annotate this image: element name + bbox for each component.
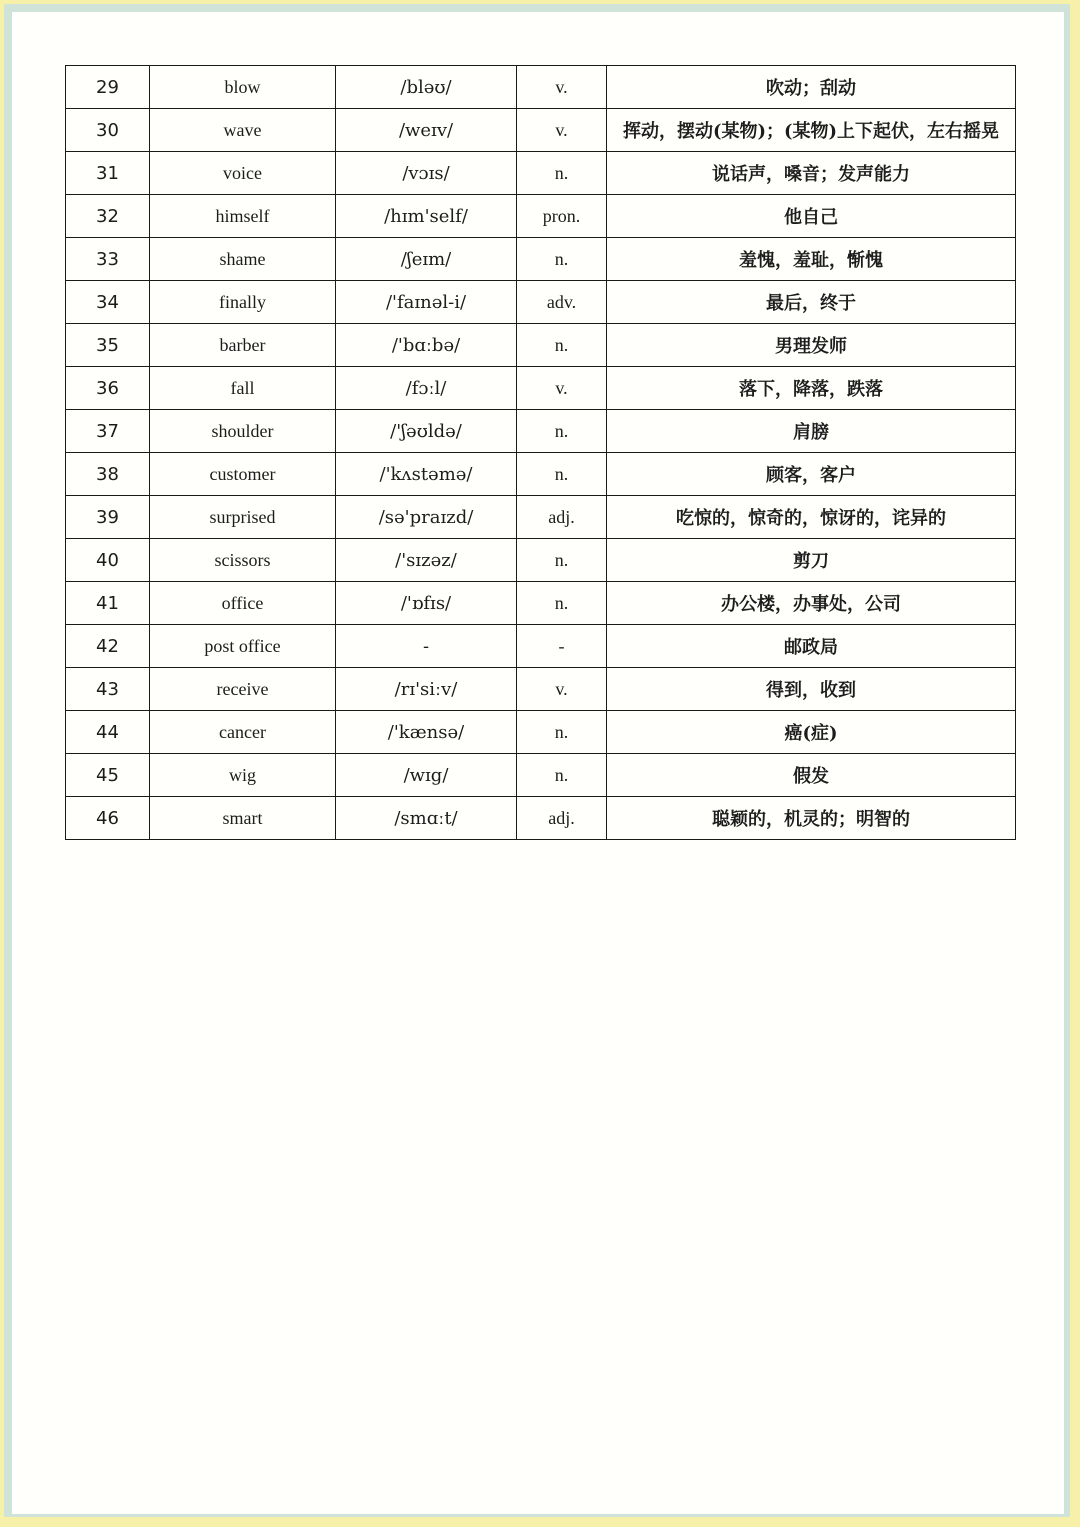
entry-part-of-speech: n. — [517, 539, 607, 582]
entry-meaning: 邮政局 — [607, 625, 1016, 668]
entry-word: scissors — [150, 539, 336, 582]
entry-meaning: 癌(症) — [607, 711, 1016, 754]
entry-word: smart — [150, 797, 336, 840]
entry-phonetic: /rɪ'siːv/ — [336, 668, 517, 711]
entry-meaning: 办公楼，办事处，公司 — [607, 582, 1016, 625]
entry-number: 31 — [66, 152, 150, 195]
entry-number: 38 — [66, 453, 150, 496]
entry-part-of-speech: n. — [517, 324, 607, 367]
entry-part-of-speech: n. — [517, 238, 607, 281]
entry-number: 34 — [66, 281, 150, 324]
entry-word: cancer — [150, 711, 336, 754]
table-row — [66, 238, 1016, 281]
entry-meaning: 最后，终于 — [607, 281, 1016, 324]
table-row — [66, 582, 1016, 625]
entry-number: 39 — [66, 496, 150, 539]
entry-phonetic: /'kʌstəmə/ — [336, 453, 517, 496]
entry-meaning: 吃惊的，惊奇的，惊讶的，诧异的 — [607, 496, 1016, 539]
entry-meaning: 男理发师 — [607, 324, 1016, 367]
entry-phonetic: /'sɪzəz/ — [336, 539, 517, 582]
entry-part-of-speech: n. — [517, 453, 607, 496]
entry-meaning: 落下，降落，跌落 — [607, 367, 1016, 410]
entry-phonetic: /'ʃəʊldə/ — [336, 410, 517, 453]
entry-word: customer — [150, 453, 336, 496]
entry-phonetic: /weɪv/ — [336, 109, 517, 152]
entry-meaning: 吹动；刮动 — [607, 66, 1016, 109]
entry-phonetic: /ʃeɪm/ — [336, 238, 517, 281]
table-row — [66, 668, 1016, 711]
entry-word: blow — [150, 66, 336, 109]
entry-phonetic: /fɔːl/ — [336, 367, 517, 410]
table-row — [66, 281, 1016, 324]
entry-number: 33 — [66, 238, 150, 281]
entry-word: surprised — [150, 496, 336, 539]
entry-meaning: 说话声，嗓音；发声能力 — [607, 152, 1016, 195]
entry-meaning: 肩膀 — [607, 410, 1016, 453]
entry-word: shame — [150, 238, 336, 281]
entry-phonetic: /vɔɪs/ — [336, 152, 517, 195]
entry-number: 40 — [66, 539, 150, 582]
entry-word: finally — [150, 281, 336, 324]
entry-part-of-speech: pron. — [517, 195, 607, 238]
entry-number: 46 — [66, 797, 150, 840]
document-page — [12, 12, 1064, 1514]
entry-number: 37 — [66, 410, 150, 453]
entry-number: 32 — [66, 195, 150, 238]
entry-word: receive — [150, 668, 336, 711]
entry-number: 35 — [66, 324, 150, 367]
entry-word: wave — [150, 109, 336, 152]
entry-meaning: 得到，收到 — [607, 668, 1016, 711]
entry-meaning: 羞愧，羞耻，惭愧 — [607, 238, 1016, 281]
table-row — [66, 754, 1016, 797]
entry-part-of-speech: n. — [517, 410, 607, 453]
entry-meaning: 挥动，摆动(某物)；(某物)上下起伏，左右摇晃 — [607, 109, 1016, 152]
entry-part-of-speech: v. — [517, 367, 607, 410]
entry-word: fall — [150, 367, 336, 410]
entry-number: 29 — [66, 66, 150, 109]
entry-meaning: 聪颖的，机灵的；明智的 — [607, 797, 1016, 840]
entry-number: 45 — [66, 754, 150, 797]
table-row — [66, 367, 1016, 410]
entry-phonetic: /wɪg/ — [336, 754, 517, 797]
table-row — [66, 410, 1016, 453]
entry-word: post office — [150, 625, 336, 668]
entry-number: 36 — [66, 367, 150, 410]
table-row — [66, 496, 1016, 539]
entry-phonetic: /bləʊ/ — [336, 66, 517, 109]
entry-phonetic: /hɪm'self/ — [336, 195, 517, 238]
entry-part-of-speech: adj. — [517, 496, 607, 539]
entry-phonetic: /'ɒfɪs/ — [336, 582, 517, 625]
entry-phonetic: /'kænsə/ — [336, 711, 517, 754]
entry-part-of-speech: n. — [517, 711, 607, 754]
entry-phonetic: /'faɪnəl-i/ — [336, 281, 517, 324]
table-row — [66, 152, 1016, 195]
entry-number: 44 — [66, 711, 150, 754]
entry-part-of-speech: v. — [517, 66, 607, 109]
entry-part-of-speech: n. — [517, 152, 607, 195]
table-row — [66, 66, 1016, 109]
entry-part-of-speech: n. — [517, 582, 607, 625]
entry-word: himself — [150, 195, 336, 238]
entry-meaning: 剪刀 — [607, 539, 1016, 582]
entry-phonetic: /'bɑːbə/ — [336, 324, 517, 367]
entry-part-of-speech: adv. — [517, 281, 607, 324]
table-row — [66, 539, 1016, 582]
entry-word: wig — [150, 754, 336, 797]
entry-part-of-speech: v. — [517, 668, 607, 711]
entry-meaning: 顾客，客户 — [607, 453, 1016, 496]
entry-word: shoulder — [150, 410, 336, 453]
entry-part-of-speech: v. — [517, 109, 607, 152]
table-row — [66, 453, 1016, 496]
table-row — [66, 625, 1016, 668]
entry-part-of-speech: - — [517, 625, 607, 668]
entry-meaning: 假发 — [607, 754, 1016, 797]
entry-phonetic: /smɑːt/ — [336, 797, 517, 840]
entry-phonetic: - — [336, 625, 517, 668]
entry-number: 43 — [66, 668, 150, 711]
entry-phonetic: /sə'praɪzd/ — [336, 496, 517, 539]
entry-word: voice — [150, 152, 336, 195]
entry-number: 41 — [66, 582, 150, 625]
entry-meaning: 他自己 — [607, 195, 1016, 238]
table-row — [66, 195, 1016, 238]
entry-number: 42 — [66, 625, 150, 668]
table-row — [66, 324, 1016, 367]
table-row — [66, 797, 1016, 840]
vocabulary-table — [65, 65, 1016, 840]
table-row — [66, 109, 1016, 152]
entry-word: office — [150, 582, 336, 625]
table-row — [66, 711, 1016, 754]
vocabulary-table-body — [66, 66, 1016, 840]
entry-number: 30 — [66, 109, 150, 152]
entry-word: barber — [150, 324, 336, 367]
entry-part-of-speech: adj. — [517, 797, 607, 840]
entry-part-of-speech: n. — [517, 754, 607, 797]
